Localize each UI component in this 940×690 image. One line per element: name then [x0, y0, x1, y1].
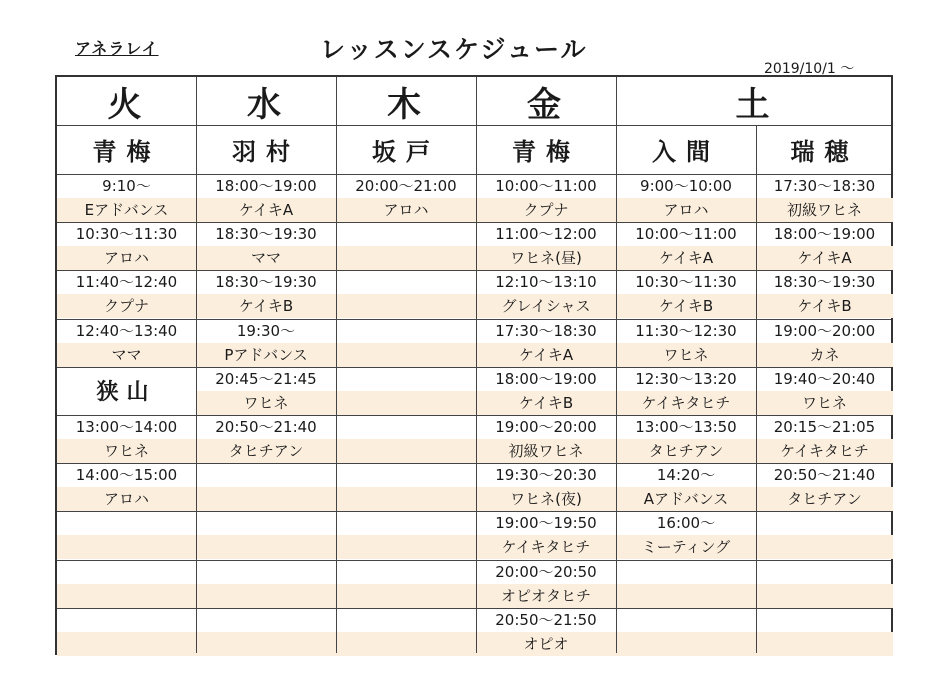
day-header: 金	[527, 84, 565, 125]
lesson-time: 14:20～	[656, 466, 716, 485]
lesson-name: ケイキタヒチ	[616, 391, 756, 415]
lesson-time: 16:00～	[656, 514, 716, 533]
empty-slot	[57, 608, 196, 656]
row-divider	[57, 367, 891, 368]
lesson-slot	[476, 415, 616, 463]
empty-slot	[616, 560, 756, 608]
lesson-time: 9:00～10:00	[640, 177, 732, 195]
lesson-slot	[196, 270, 336, 318]
location-header: 青梅	[512, 138, 580, 166]
lesson-name: ママ	[57, 343, 196, 367]
location-header: 羽村	[232, 138, 300, 166]
lesson-time	[57, 608, 196, 632]
lesson-slot	[616, 415, 756, 463]
lesson-name: カネ	[756, 343, 893, 367]
empty-slot	[336, 415, 476, 463]
column-divider	[336, 77, 337, 653]
lesson-time: 20:15～21:05	[773, 418, 876, 436]
lesson-time	[756, 608, 893, 632]
lesson-name	[336, 343, 476, 367]
lesson-slot	[476, 367, 616, 415]
lesson-time	[336, 560, 476, 584]
lesson-time	[756, 511, 893, 535]
day-header: 土	[735, 84, 774, 125]
lesson-time	[196, 511, 336, 535]
empty-slot	[336, 367, 476, 415]
lesson-name: Pアドバンス	[196, 343, 336, 367]
lesson-name: クプナ	[476, 198, 616, 222]
lesson-slot	[57, 174, 196, 222]
lesson-slot	[756, 367, 893, 415]
lesson-time: 9:10～	[102, 177, 151, 195]
lesson-slot	[616, 174, 756, 222]
lesson-time: 18:30～19:30	[215, 225, 317, 244]
lesson-time	[616, 608, 756, 632]
lesson-slot	[756, 415, 893, 463]
lesson-name: 初級ワヒネ	[756, 198, 893, 222]
lesson-time: 10:30～11:30	[75, 225, 178, 244]
empty-slot	[196, 560, 336, 608]
lesson-time	[57, 560, 196, 584]
lesson-time	[196, 608, 336, 632]
lesson-time: 20:50～21:50	[495, 610, 597, 629]
lesson-name: ミーティング	[616, 535, 756, 559]
lesson-slot	[616, 511, 756, 559]
lesson-name: ケイキタヒチ	[476, 535, 616, 559]
lesson-slot	[57, 270, 196, 318]
lesson-slot	[476, 319, 616, 367]
row-divider	[57, 463, 891, 464]
lesson-name	[57, 632, 196, 656]
lesson-time: 20:00～20:50	[495, 562, 597, 581]
lesson-time: 18:00～19:00	[495, 369, 597, 388]
empty-slot	[336, 560, 476, 608]
lesson-time: 10:00～11:00	[495, 177, 597, 195]
lesson-time: 13:00～14:00	[75, 418, 178, 436]
lesson-time	[336, 222, 476, 246]
lesson-time: 19:00～20:00	[773, 321, 876, 340]
lesson-name	[196, 487, 336, 511]
lesson-slot	[57, 222, 196, 270]
lesson-name: アロハ	[57, 487, 196, 511]
lesson-name: Aアドバンス	[616, 487, 756, 511]
lesson-slot	[616, 463, 756, 511]
lesson-name: ケイキA	[196, 198, 336, 222]
lesson-name	[336, 535, 476, 559]
lesson-time: 11:00～12:00	[495, 225, 597, 244]
lesson-name: オピオタヒチ	[476, 584, 616, 608]
effective-date: 2019/10/1 ～	[764, 61, 855, 77]
lesson-name	[616, 584, 756, 608]
empty-slot	[196, 511, 336, 559]
lesson-time: 17:30～18:30	[495, 321, 597, 340]
lesson-slot	[476, 463, 616, 511]
lesson-name: ワヒネ	[57, 439, 196, 463]
lesson-time: 20:00～21:00	[355, 177, 457, 195]
lesson-time	[196, 463, 336, 487]
lesson-name: ケイキB	[756, 294, 893, 318]
lesson-name	[336, 391, 476, 415]
column-divider	[756, 125, 757, 653]
lesson-slot	[196, 174, 336, 222]
lesson-time: 11:30～12:30	[635, 321, 737, 340]
empty-slot	[336, 270, 476, 318]
empty-slot	[616, 608, 756, 656]
lesson-name: アロハ	[616, 198, 756, 222]
lesson-slot	[616, 319, 756, 367]
lesson-slot	[57, 319, 196, 367]
lesson-name: タヒチアン	[196, 439, 336, 463]
lesson-slot	[616, 222, 756, 270]
location-header: 青梅	[92, 138, 161, 166]
lesson-time: 12:30～13:20	[635, 369, 737, 388]
lesson-time: 20:50～21:40	[215, 418, 317, 436]
location-subheading: 狭山	[96, 380, 157, 406]
lesson-name	[336, 246, 476, 270]
lesson-slot	[196, 367, 336, 415]
lesson-name: ワヒネ	[756, 391, 893, 415]
lesson-time: 10:00～11:00	[635, 225, 737, 244]
lesson-name	[336, 294, 476, 318]
lesson-name: ママ	[196, 246, 336, 270]
lesson-slot	[616, 367, 756, 415]
row-divider	[57, 222, 891, 223]
location-header: 入間	[652, 138, 720, 166]
lesson-name: アロハ	[57, 246, 196, 270]
lesson-slot	[196, 222, 336, 270]
empty-slot	[756, 511, 893, 559]
empty-slot	[57, 560, 196, 608]
lesson-name: 初級ワヒネ	[476, 439, 616, 463]
lesson-name	[756, 584, 893, 608]
lesson-time: 14:00～15:00	[75, 466, 178, 485]
schedule-table	[55, 75, 893, 655]
lesson-time	[196, 560, 336, 584]
lesson-name: タヒチアン	[616, 439, 756, 463]
lesson-name	[57, 584, 196, 608]
lesson-time: 19:30～	[236, 321, 296, 340]
lesson-name	[336, 439, 476, 463]
empty-slot	[756, 608, 893, 656]
lesson-name: ワヒネ	[616, 343, 756, 367]
row-divider	[57, 270, 891, 271]
empty-slot	[336, 511, 476, 559]
lesson-slot	[57, 415, 196, 463]
lesson-name: ケイキB	[476, 391, 616, 415]
lesson-slot	[756, 463, 893, 511]
lesson-time: 19:40～20:40	[773, 369, 876, 388]
lesson-time: 18:00～19:00	[773, 225, 876, 244]
empty-slot	[336, 319, 476, 367]
column-divider	[476, 77, 477, 653]
day-header: 水	[247, 84, 285, 125]
lesson-time: 19:30～20:30	[495, 466, 597, 485]
day-header: 火	[107, 84, 146, 125]
lesson-name: ケイキA	[616, 246, 756, 270]
lesson-time	[336, 367, 476, 391]
lesson-slot	[196, 415, 336, 463]
lesson-time	[336, 511, 476, 535]
lesson-time: 12:40～13:40	[75, 321, 178, 340]
lesson-slot	[476, 174, 616, 222]
empty-slot	[196, 463, 336, 511]
lesson-slot	[476, 222, 616, 270]
lesson-time	[616, 560, 756, 584]
lesson-name: ケイキB	[196, 294, 336, 318]
lesson-time	[336, 319, 476, 343]
empty-slot	[336, 463, 476, 511]
lesson-time: 18:30～19:30	[215, 273, 317, 292]
lesson-name: ワヒネ(夜)	[476, 487, 616, 511]
lesson-time: 13:00～13:50	[635, 418, 737, 436]
lesson-name: ケイキB	[616, 294, 756, 318]
lesson-name: ワヒネ	[196, 391, 336, 415]
lesson-name: ケイキA	[756, 246, 893, 270]
lesson-name	[196, 584, 336, 608]
row-divider	[57, 608, 891, 609]
lesson-time	[336, 463, 476, 487]
empty-slot	[756, 560, 893, 608]
lesson-slot	[476, 608, 616, 656]
lesson-slot	[476, 270, 616, 318]
empty-slot	[336, 608, 476, 656]
lesson-name	[336, 584, 476, 608]
studio-name: アネラレイ	[75, 39, 159, 58]
lesson-slot	[756, 270, 893, 318]
empty-slot	[196, 608, 336, 656]
lesson-time	[336, 270, 476, 294]
lesson-slot	[756, 319, 893, 367]
lesson-slot	[616, 270, 756, 318]
lesson-slot	[196, 319, 336, 367]
lesson-time	[336, 415, 476, 439]
lesson-name	[756, 535, 893, 559]
lesson-name: タヒチアン	[756, 487, 893, 511]
empty-slot	[336, 222, 476, 270]
lesson-time: 19:00～20:00	[495, 418, 597, 436]
lesson-time: 18:30～19:30	[773, 273, 876, 292]
lesson-name: アロハ	[336, 198, 476, 222]
lesson-time: 20:50～21:40	[773, 466, 876, 485]
lesson-time	[756, 560, 893, 584]
lesson-time: 12:10～13:10	[495, 273, 597, 292]
lesson-slot	[476, 511, 616, 559]
location-header: 瑞穂	[790, 138, 859, 166]
row-divider	[57, 511, 891, 512]
row-divider	[57, 125, 891, 126]
lesson-time: 10:30～11:30	[635, 273, 737, 292]
lesson-name	[57, 535, 196, 559]
lesson-slot	[336, 174, 476, 222]
lesson-time: 18:00～19:00	[215, 177, 317, 195]
lesson-name: Eアドバンス	[57, 198, 196, 222]
column-divider	[196, 77, 197, 653]
row-divider	[57, 319, 891, 320]
lesson-name: クプナ	[57, 294, 196, 318]
lesson-slot	[756, 174, 893, 222]
lesson-name	[756, 632, 893, 656]
lesson-name: ケイキA	[476, 343, 616, 367]
lesson-name: グレイシャス	[476, 294, 616, 318]
row-divider	[57, 560, 891, 561]
lesson-slot	[57, 463, 196, 511]
lesson-time: 20:45～21:45	[215, 369, 317, 388]
lesson-name: オピオ	[476, 632, 616, 656]
column-divider	[616, 77, 617, 653]
lesson-name	[196, 632, 336, 656]
lesson-name	[336, 487, 476, 511]
row-divider	[57, 415, 891, 416]
lesson-time: 19:00～19:50	[495, 514, 597, 533]
lesson-name	[616, 632, 756, 656]
lesson-time	[336, 608, 476, 632]
lesson-name: ケイキタヒチ	[756, 439, 893, 463]
location-header: 坂戸	[372, 138, 440, 166]
page-title: レッスンスケジュール	[320, 35, 588, 64]
lesson-name: ワヒネ(昼)	[476, 246, 616, 270]
lesson-slot	[476, 560, 616, 608]
lesson-slot	[756, 222, 893, 270]
empty-slot	[57, 511, 196, 559]
row-divider	[57, 174, 891, 175]
lesson-time	[57, 511, 196, 535]
lesson-name	[196, 535, 336, 559]
lesson-name	[336, 632, 476, 656]
day-header: 木	[387, 84, 425, 125]
lesson-time: 17:30～18:30	[773, 177, 876, 195]
lesson-time: 11:40～12:40	[75, 273, 178, 292]
